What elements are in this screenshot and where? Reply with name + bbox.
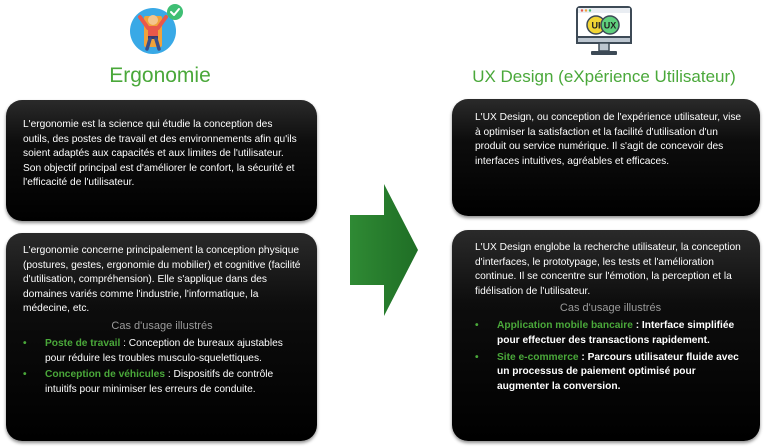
case-description: : Parcours utilisateur fluide avec un processus de paiement optimisé pour augmenter la conversion. [497, 351, 739, 392]
ux-definition-card [452, 99, 760, 216]
bullet-icon: • [475, 351, 479, 363]
ux-scope-text: L'UX Design englobe la recherche utilisateur, la conception d'interfaces, le prototypage, les tests et l'amélioration continue. Il se concentre sur l'émotion, la perception et la fidélisation de l'utilisateur. [475, 242, 741, 297]
ergonomie-use-cases-title: Cas d'usage illustrés [111, 319, 213, 332]
list-item [23, 368, 301, 397]
ui-badge-label: UI [591, 20, 601, 31]
ux-definition-text: L'UX Design, ou conception de l'expérience utilisateur, vise à optimiser la satisfaction et la facilité d'utilisation d'un produit ou service numérique. Il s'agit de concevoir des interfaces intuitives, agréables et efficaces. [475, 112, 742, 167]
ui-ux-monitor-icon [575, 6, 633, 58]
case-description: : Interface simplifiée pour effectuer des transactions rapidement. [497, 320, 735, 346]
case-description: : Conception de bureaux ajustables pour réduire les troubles musculo-squelettiques. [45, 337, 283, 364]
ergonomie-title: Ergonomie [109, 64, 211, 87]
ergonomie-definition-card [6, 100, 317, 221]
arrow-right-icon [350, 184, 420, 316]
case-name: Conception de véhicules [45, 369, 166, 381]
case-name: Poste de travail [45, 337, 121, 349]
ergonomie-scope-text: L'ergonomie concerne principalement la conception physique (postures, gestes, ergonomie du mobilier) et cognitive (facilité d'utilisation, compréhension). Elle s'applique dans des domaines variés comme l'industrie, l'informatique, la médecine, etc. [23, 245, 301, 315]
list-item [475, 351, 746, 395]
bullet-icon: • [475, 320, 479, 332]
bullet-icon: • [23, 337, 27, 349]
case-name: Site e-commerce [497, 351, 579, 363]
ergonomie-definition-text: L'ergonomie est la science qui étudie la conception des outils, des postes de travail et des environnements afin qu'ils soient adaptés aux capacités et aux limites de l'utilisateur. Son objectif principal est d'améliorer le confort, la sécurité et l'efficacité de l'utilisateur. [23, 119, 297, 189]
ergonomie-scope-card [6, 233, 317, 441]
case-description: : Dispositifs de contrôle intuitifs pour minimiser les erreurs de conduite. [45, 369, 274, 395]
ergonomic-person-check-icon [129, 3, 185, 57]
ux-use-cases-title: Cas d'usage illustrés [559, 302, 662, 315]
case-name: Application mobile bancaire [497, 320, 633, 332]
bullet-icon: • [23, 369, 27, 381]
list-item [23, 337, 301, 366]
ux-use-cases-list [475, 319, 746, 394]
ux-badge-label: UX [603, 20, 617, 31]
ergonomie-use-cases-list [23, 337, 301, 397]
list-item [475, 319, 746, 348]
ux-design-title: UX Design (eXpérience Utilisateur) [472, 67, 736, 86]
ux-scope-card [452, 230, 760, 441]
